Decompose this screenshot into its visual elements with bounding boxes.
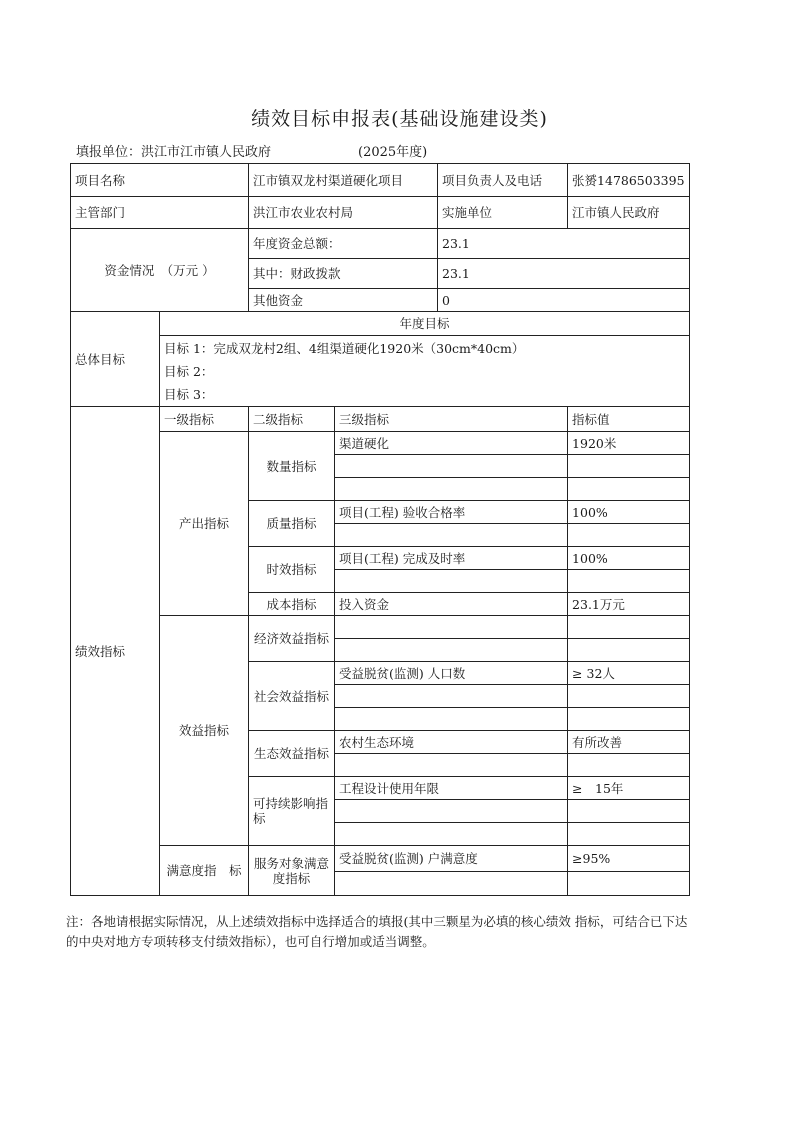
impl-value: 江市镇人民政府 [568,197,690,229]
indicator-value [568,872,690,896]
row-dept [71,197,690,229]
indicator-value: 1920米 [568,432,690,455]
indicator-value [568,570,690,593]
performance-target-table [70,163,690,896]
indicator-name [335,524,568,547]
indicator-name: 项目(工程) 验收合格率 [335,501,568,524]
row-indicators-header [71,407,690,432]
header-value: 指标值 [568,407,690,432]
row-goals-body [71,336,690,407]
indicator-value: ≥ 15年 [568,777,690,800]
project-name-label: 项目名称 [71,164,249,197]
service-satisfaction-label: 服务对象满意度指标 [249,846,335,896]
sustainable-label: 可持续影响指标 [249,777,335,846]
indicator-value [568,754,690,777]
funds-other-label: 其他资金 [249,289,438,312]
table-row [71,616,690,639]
goal-3: 目标 3： [164,386,214,402]
quality-label: 质量指标 [249,501,335,547]
funds-total-value: 23.1 [438,229,690,259]
benefit-label: 效益指标 [160,616,249,846]
owner-value: 张赟14786503395 [568,164,690,197]
indicator-value [568,524,690,547]
filing-unit-label: 填报单位： [76,145,142,160]
filing-unit-value: 洪江市江市镇人民政府 [141,145,272,160]
indicator-name: 受益脱贫(监测) 人口数 [335,662,568,685]
indicators-label: 绩效指标 [71,407,160,896]
indicator-value: ≥95% [568,846,690,872]
indicator-name [335,570,568,593]
funds-fiscal-value: 23.1 [438,259,690,289]
header-level1: 一级指标 [160,407,249,432]
form-title: 绩效目标申报表(基础设施建设类) [251,108,548,130]
social-label: 社会效益指标 [249,662,335,731]
indicator-name: 项目(工程) 完成及时率 [335,547,568,570]
indicator-name [335,708,568,731]
timeliness-label: 时效指标 [249,547,335,593]
funds-fiscal-label: 其中：财政拨款 [249,259,438,289]
indicator-value [568,800,690,823]
indicator-value: ≥ 32人 [568,662,690,685]
indicator-name: 工程设计使用年限 [335,777,568,800]
goal-2: 目标 2： [164,363,214,379]
filing-unit [76,141,271,160]
goals-label: 总体目标 [71,312,160,407]
indicator-name [335,800,568,823]
indicator-name [335,478,568,501]
funds-other-value: 0 [438,289,690,312]
indicator-name [335,616,568,639]
indicator-value: 100% [568,547,690,570]
indicator-name [335,754,568,777]
indicator-name [335,639,568,662]
footnote: 注：各地请根据实际情况，从上述绩效指标中选择适合的填报(其中三颗星为必填的核心绩效 指标，可结合已下达的中央对地方专项转移支付绩效指标），也可自行增加或适当调整。 [66,914,688,949]
header-level2: 二级指标 [249,407,335,432]
indicator-value [568,685,690,708]
satisfaction-label: 满意度指 标 [160,846,249,896]
indicator-value [568,455,690,478]
economic-label: 经济效益指标 [249,616,335,662]
funds-total-label: 年度资金总额： [249,229,438,259]
cost-label: 成本指标 [249,593,335,616]
funds-label: 资金情况 （万元 ） [71,229,249,312]
goals-list [160,336,690,407]
impl-label: 实施单位 [438,197,568,229]
owner-label: 项目负责人及电话 [438,164,568,197]
row-project-name [71,164,690,197]
indicator-name [335,455,568,478]
header-level3: 三级指标 [335,407,568,432]
indicator-value [568,616,690,639]
quantity-label: 数量指标 [249,432,335,501]
row-goals-header [71,312,690,336]
indicator-name [335,872,568,896]
indicator-value: 23.1万元 [568,593,690,616]
goal-1: 目标 1：完成双龙村2组、4组渠道硬化1920米（30cm*40cm） [164,340,525,356]
table-row [71,846,690,872]
indicator-name: 农村生态环境 [335,731,568,754]
indicator-value [568,708,690,731]
indicator-name: 渠道硬化 [335,432,568,455]
indicator-value: 100% [568,501,690,524]
table-row [71,432,690,455]
dept-value: 洪江市农业农村局 [249,197,438,229]
fiscal-year: (2025年度) [358,145,428,160]
indicator-value [568,478,690,501]
row-funds-total [71,229,690,259]
indicator-value [568,639,690,662]
goals-header: 年度目标 [160,312,690,336]
indicator-value: 有所改善 [568,731,690,754]
indicator-name: 受益脱贫(监测) 户满意度 [335,846,568,872]
dept-label: 主管部门 [71,197,249,229]
project-name-value: 江市镇双龙村渠道硬化项目 [249,164,438,197]
indicator-name [335,823,568,846]
ecological-label: 生态效益指标 [249,731,335,777]
indicator-value [568,823,690,846]
indicator-name [335,685,568,708]
indicator-name: 投入资金 [335,593,568,616]
output-label: 产出指标 [160,432,249,616]
